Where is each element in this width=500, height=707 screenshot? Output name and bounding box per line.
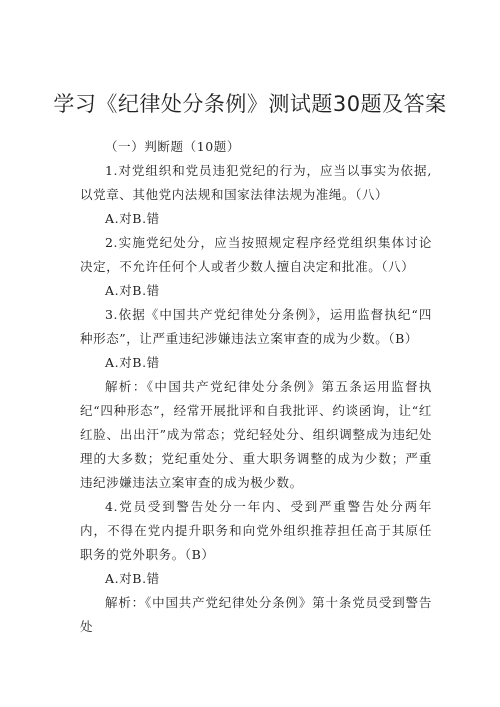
document-body (80, 135, 432, 639)
question-2: 2.实施党纪处分，应当按照规定程序经党组织集体讨论决定，不允许任何个人或者少数人擅自决定和批准。（八） (80, 235, 432, 274)
question-4-options: A.对B.错 (105, 571, 160, 586)
section-heading: （一）判断题（10题） (105, 139, 241, 154)
question-3-options: A.对B.错 (105, 355, 160, 370)
question-3: 3.依据《中国共产党纪律处分条例》，运用监督执纪“四种形态”，让严重违纪涉嫌违法立案审查的成为少数。（B） (80, 307, 432, 346)
question-1-options: A.对B.错 (105, 211, 160, 226)
document-title: 学习《纪律处分条例》测试题30题及答案 (53, 92, 447, 116)
question-2-options: A.对B.错 (105, 283, 160, 298)
question-3-explanation: 解析：《中国共产党纪律处分条例》第五条运用监督执纪“四种形态”，经常开展批评和自我批评、约谈函询，让“红红脸、出出汗”成为常态；党纪轻处分、组织调整成为违纪处理的大多数；党纪重处分、重大职务调整的成为少数；严重违纪涉嫌违法立案审查的成为极少数。 (80, 379, 432, 490)
question-4: 4.党员受到警告处分一年内、受到严重警告处分两年内，不得在党内提升职务和向党外组织推荐担任高于其原任职务的党外职务。（B） (80, 499, 432, 562)
question-4-explanation: 解析：《中国共产党纪律处分条例》第十条党员受到警告处 (80, 595, 432, 634)
question-1: 1.对党组织和党员违犯党纪的行为，应当以事实为依据,以党章、其他党内法规和国家法律法规为准绳。（八） (80, 163, 432, 202)
